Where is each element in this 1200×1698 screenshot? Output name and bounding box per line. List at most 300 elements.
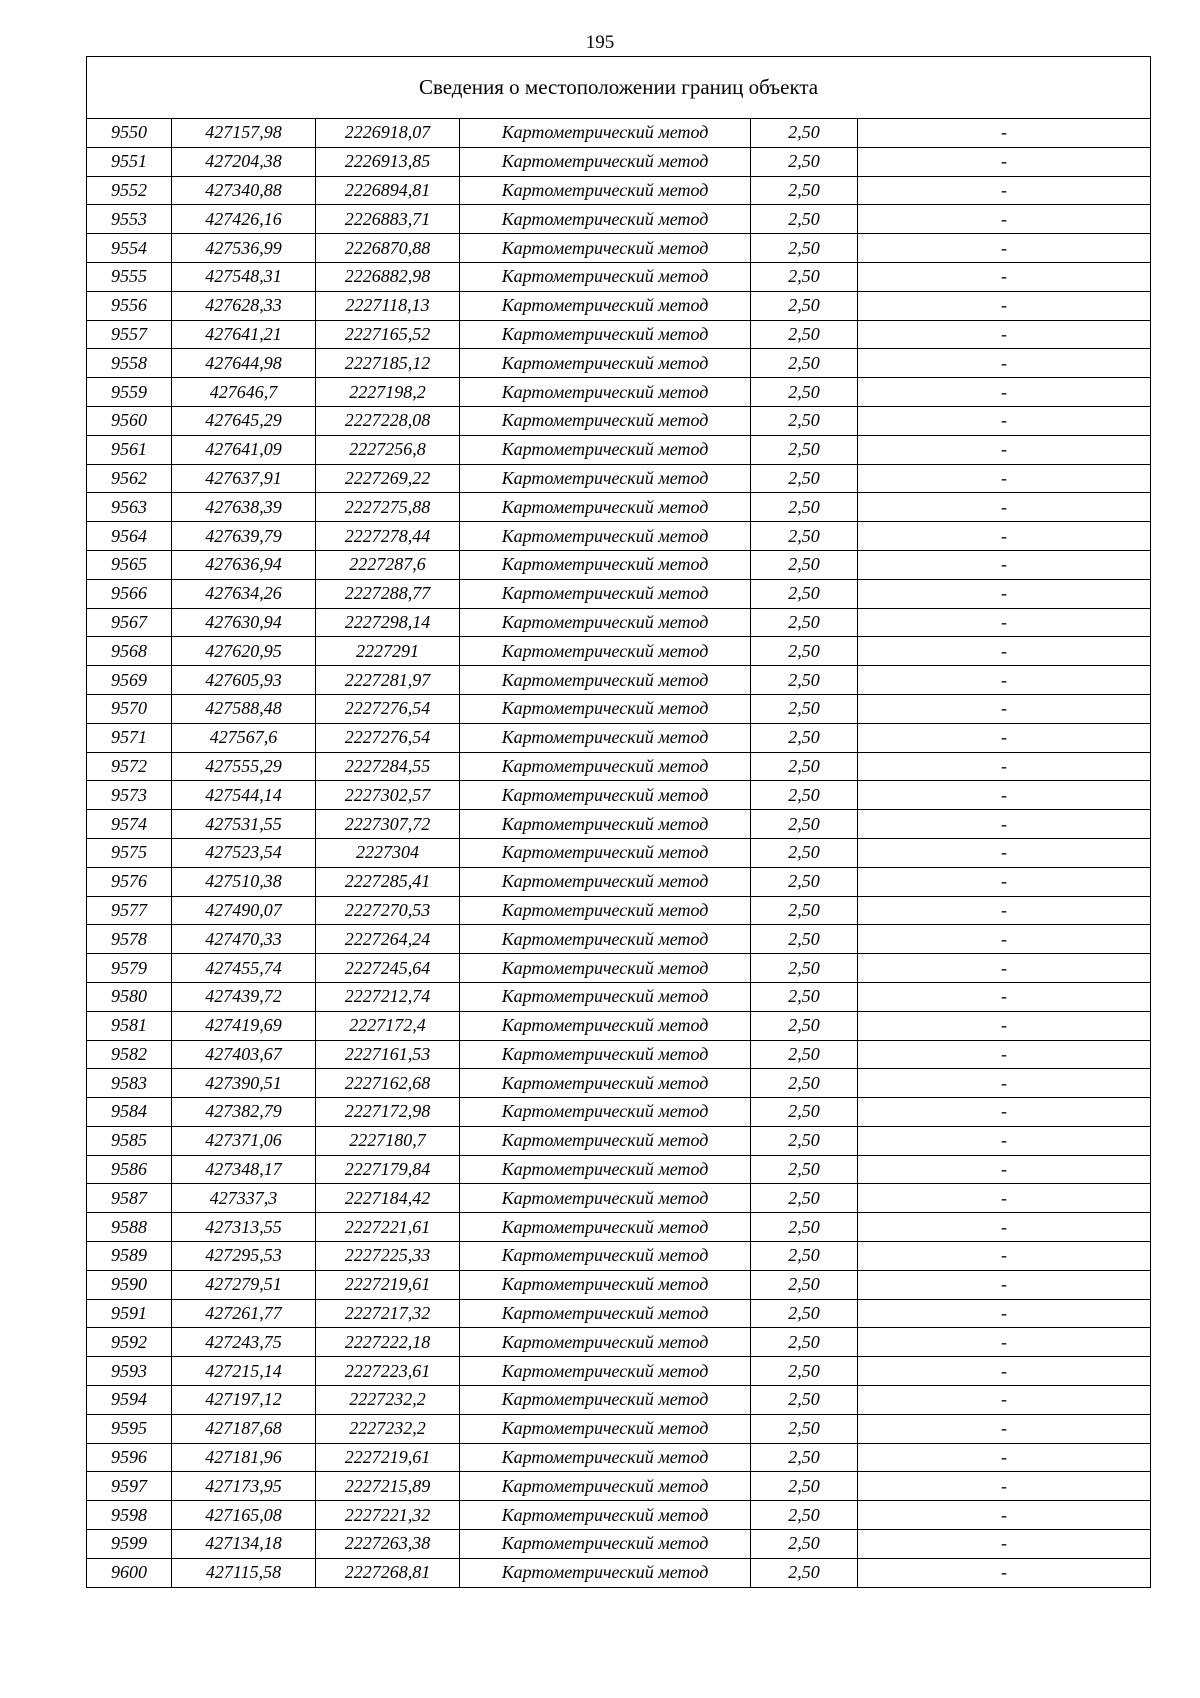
point-number-cell: 9563 [87, 493, 172, 522]
method-cell: Картометрический метод [460, 550, 751, 579]
note-cell: - [858, 781, 1151, 810]
x-coordinate-cell: 427641,09 [172, 435, 316, 464]
y-coordinate-cell: 2227245,64 [316, 954, 460, 983]
x-coordinate-cell: 427548,31 [172, 262, 316, 291]
accuracy-cell: 2,50 [751, 550, 858, 579]
x-coordinate-cell: 427134,18 [172, 1530, 316, 1559]
table-row [87, 752, 1151, 781]
y-coordinate-cell: 2227222,18 [316, 1328, 460, 1357]
note-cell: - [858, 349, 1151, 378]
note-cell: - [858, 493, 1151, 522]
table-row [87, 291, 1151, 320]
x-coordinate-cell: 427637,91 [172, 464, 316, 493]
x-coordinate-cell: 427337,3 [172, 1184, 316, 1213]
y-coordinate-cell: 2227287,6 [316, 550, 460, 579]
accuracy-cell: 2,50 [751, 291, 858, 320]
table-row [87, 119, 1151, 148]
table-row [87, 867, 1151, 896]
y-coordinate-cell: 2227225,33 [316, 1242, 460, 1271]
method-cell: Картометрический метод [460, 579, 751, 608]
method-cell: Картометрический метод [460, 1069, 751, 1098]
note-cell: - [858, 810, 1151, 839]
y-coordinate-cell: 2227212,74 [316, 982, 460, 1011]
x-coordinate-cell: 427544,14 [172, 781, 316, 810]
accuracy-cell: 2,50 [751, 147, 858, 176]
y-coordinate-cell: 2227215,89 [316, 1472, 460, 1501]
x-coordinate-cell: 427115,58 [172, 1558, 316, 1587]
table-row [87, 579, 1151, 608]
accuracy-cell: 2,50 [751, 954, 858, 983]
note-cell: - [858, 694, 1151, 723]
method-cell: Картометрический метод [460, 234, 751, 263]
point-number-cell: 9583 [87, 1069, 172, 1098]
accuracy-cell: 2,50 [751, 982, 858, 1011]
accuracy-cell: 2,50 [751, 1530, 858, 1559]
method-cell: Картометрический метод [460, 867, 751, 896]
point-number-cell: 9584 [87, 1098, 172, 1127]
method-cell: Картометрический метод [460, 147, 751, 176]
point-number-cell: 9597 [87, 1472, 172, 1501]
accuracy-cell: 2,50 [751, 752, 858, 781]
point-number-cell: 9565 [87, 550, 172, 579]
method-cell: Картометрический метод [460, 1501, 751, 1530]
table-row [87, 320, 1151, 349]
method-cell: Картометрический метод [460, 1011, 751, 1040]
note-cell: - [858, 1011, 1151, 1040]
table-row [87, 234, 1151, 263]
y-coordinate-cell: 2227307,72 [316, 810, 460, 839]
accuracy-cell: 2,50 [751, 723, 858, 752]
x-coordinate-cell: 427243,75 [172, 1328, 316, 1357]
point-number-cell: 9556 [87, 291, 172, 320]
method-cell: Картометрический метод [460, 291, 751, 320]
point-number-cell: 9569 [87, 666, 172, 695]
x-coordinate-cell: 427426,16 [172, 205, 316, 234]
table-row [87, 1472, 1151, 1501]
table-row [87, 1501, 1151, 1530]
note-cell: - [858, 838, 1151, 867]
table-row [87, 896, 1151, 925]
accuracy-cell: 2,50 [751, 1472, 858, 1501]
x-coordinate-cell: 427644,98 [172, 349, 316, 378]
y-coordinate-cell: 2227276,54 [316, 694, 460, 723]
note-cell: - [858, 637, 1151, 666]
x-coordinate-cell: 427636,94 [172, 550, 316, 579]
accuracy-cell: 2,50 [751, 1069, 858, 1098]
note-cell: - [858, 550, 1151, 579]
note-cell: - [858, 982, 1151, 1011]
x-coordinate-cell: 427173,95 [172, 1472, 316, 1501]
accuracy-cell: 2,50 [751, 694, 858, 723]
x-coordinate-cell: 427490,07 [172, 896, 316, 925]
point-number-cell: 9599 [87, 1530, 172, 1559]
x-coordinate-cell: 427165,08 [172, 1501, 316, 1530]
table-body [87, 119, 1151, 1588]
accuracy-cell: 2,50 [751, 1299, 858, 1328]
y-coordinate-cell: 2227221,32 [316, 1501, 460, 1530]
accuracy-cell: 2,50 [751, 1213, 858, 1242]
boundary-coordinates-table [86, 56, 1151, 1588]
table-row [87, 838, 1151, 867]
accuracy-cell: 2,50 [751, 1558, 858, 1587]
x-coordinate-cell: 427605,93 [172, 666, 316, 695]
point-number-cell: 9555 [87, 262, 172, 291]
point-number-cell: 9564 [87, 522, 172, 551]
x-coordinate-cell: 427348,17 [172, 1155, 316, 1184]
page-number: 195 [585, 32, 615, 53]
x-coordinate-cell: 427588,48 [172, 694, 316, 723]
y-coordinate-cell: 2227263,38 [316, 1530, 460, 1559]
x-coordinate-cell: 427382,79 [172, 1098, 316, 1127]
method-cell: Картометрический метод [460, 1357, 751, 1386]
point-number-cell: 9575 [87, 838, 172, 867]
method-cell: Картометрический метод [460, 320, 751, 349]
x-coordinate-cell: 427157,98 [172, 119, 316, 148]
note-cell: - [858, 752, 1151, 781]
y-coordinate-cell: 2227219,61 [316, 1270, 460, 1299]
point-number-cell: 9568 [87, 637, 172, 666]
accuracy-cell: 2,50 [751, 1126, 858, 1155]
x-coordinate-cell: 427638,39 [172, 493, 316, 522]
note-cell: - [858, 1299, 1151, 1328]
method-cell: Картометрический метод [460, 1530, 751, 1559]
point-number-cell: 9567 [87, 608, 172, 637]
note-cell: - [858, 1040, 1151, 1069]
y-coordinate-cell: 2227219,61 [316, 1443, 460, 1472]
accuracy-cell: 2,50 [751, 119, 858, 148]
y-coordinate-cell: 2227276,54 [316, 723, 460, 752]
x-coordinate-cell: 427439,72 [172, 982, 316, 1011]
method-cell: Картометрический метод [460, 1472, 751, 1501]
x-coordinate-cell: 427371,06 [172, 1126, 316, 1155]
x-coordinate-cell: 427536,99 [172, 234, 316, 263]
x-coordinate-cell: 427419,69 [172, 1011, 316, 1040]
point-number-cell: 9592 [87, 1328, 172, 1357]
table-row [87, 781, 1151, 810]
table-row [87, 723, 1151, 752]
y-coordinate-cell: 2227270,53 [316, 896, 460, 925]
table-row [87, 1242, 1151, 1271]
method-cell: Картометрический метод [460, 1299, 751, 1328]
point-number-cell: 9570 [87, 694, 172, 723]
x-coordinate-cell: 427181,96 [172, 1443, 316, 1472]
point-number-cell: 9560 [87, 406, 172, 435]
accuracy-cell: 2,50 [751, 608, 858, 637]
note-cell: - [858, 522, 1151, 551]
accuracy-cell: 2,50 [751, 1501, 858, 1530]
note-cell: - [858, 262, 1151, 291]
accuracy-cell: 2,50 [751, 406, 858, 435]
point-number-cell: 9580 [87, 982, 172, 1011]
x-coordinate-cell: 427455,74 [172, 954, 316, 983]
method-cell: Картометрический метод [460, 666, 751, 695]
table-row [87, 406, 1151, 435]
table-row [87, 1213, 1151, 1242]
accuracy-cell: 2,50 [751, 925, 858, 954]
note-cell: - [858, 1098, 1151, 1127]
accuracy-cell: 2,50 [751, 810, 858, 839]
accuracy-cell: 2,50 [751, 781, 858, 810]
x-coordinate-cell: 427295,53 [172, 1242, 316, 1271]
method-cell: Картометрический метод [460, 378, 751, 407]
point-number-cell: 9594 [87, 1386, 172, 1415]
point-number-cell: 9550 [87, 119, 172, 148]
note-cell: - [858, 1328, 1151, 1357]
point-number-cell: 9593 [87, 1357, 172, 1386]
method-cell: Картометрический метод [460, 1213, 751, 1242]
point-number-cell: 9585 [87, 1126, 172, 1155]
table-row [87, 1558, 1151, 1587]
point-number-cell: 9554 [87, 234, 172, 263]
accuracy-cell: 2,50 [751, 1328, 858, 1357]
note-cell: - [858, 464, 1151, 493]
y-coordinate-cell: 2227217,32 [316, 1299, 460, 1328]
accuracy-cell: 2,50 [751, 493, 858, 522]
note-cell: - [858, 608, 1151, 637]
x-coordinate-cell: 427197,12 [172, 1386, 316, 1415]
method-cell: Картометрический метод [460, 896, 751, 925]
y-coordinate-cell: 2227291 [316, 637, 460, 666]
method-cell: Картометрический метод [460, 1155, 751, 1184]
accuracy-cell: 2,50 [751, 1011, 858, 1040]
table-row [87, 1299, 1151, 1328]
x-coordinate-cell: 427523,54 [172, 838, 316, 867]
x-coordinate-cell: 427567,6 [172, 723, 316, 752]
x-coordinate-cell: 427261,77 [172, 1299, 316, 1328]
accuracy-cell: 2,50 [751, 867, 858, 896]
accuracy-cell: 2,50 [751, 1270, 858, 1299]
table-row [87, 176, 1151, 205]
note-cell: - [858, 205, 1151, 234]
table-row [87, 982, 1151, 1011]
point-number-cell: 9571 [87, 723, 172, 752]
y-coordinate-cell: 2226894,81 [316, 176, 460, 205]
method-cell: Картометрический метод [460, 205, 751, 234]
point-number-cell: 9598 [87, 1501, 172, 1530]
table-row [87, 925, 1151, 954]
table-row [87, 1386, 1151, 1415]
x-coordinate-cell: 427390,51 [172, 1069, 316, 1098]
table-row [87, 1530, 1151, 1559]
point-number-cell: 9589 [87, 1242, 172, 1271]
x-coordinate-cell: 427620,95 [172, 637, 316, 666]
table-row [87, 435, 1151, 464]
method-cell: Картометрический метод [460, 1443, 751, 1472]
y-coordinate-cell: 2227118,13 [316, 291, 460, 320]
y-coordinate-cell: 2227185,12 [316, 349, 460, 378]
table-row [87, 1443, 1151, 1472]
y-coordinate-cell: 2227165,52 [316, 320, 460, 349]
point-number-cell: 9566 [87, 579, 172, 608]
x-coordinate-cell: 427634,26 [172, 579, 316, 608]
method-cell: Картометрический метод [460, 176, 751, 205]
note-cell: - [858, 579, 1151, 608]
x-coordinate-cell: 427646,7 [172, 378, 316, 407]
note-cell: - [858, 1069, 1151, 1098]
y-coordinate-cell: 2226882,98 [316, 262, 460, 291]
note-cell: - [858, 1558, 1151, 1587]
note-cell: - [858, 666, 1151, 695]
method-cell: Картометрический метод [460, 1040, 751, 1069]
accuracy-cell: 2,50 [751, 1098, 858, 1127]
x-coordinate-cell: 427531,55 [172, 810, 316, 839]
table-row [87, 1011, 1151, 1040]
table-title-row [87, 57, 1151, 119]
note-cell: - [858, 234, 1151, 263]
table-title: Сведения о местоположении границ объекта [87, 57, 1151, 119]
note-cell: - [858, 291, 1151, 320]
method-cell: Картометрический метод [460, 637, 751, 666]
table-row [87, 522, 1151, 551]
y-coordinate-cell: 2227298,14 [316, 608, 460, 637]
point-number-cell: 9587 [87, 1184, 172, 1213]
x-coordinate-cell: 427641,21 [172, 320, 316, 349]
method-cell: Картометрический метод [460, 1328, 751, 1357]
note-cell: - [858, 1472, 1151, 1501]
point-number-cell: 9590 [87, 1270, 172, 1299]
boundary-table-sheet [86, 56, 1150, 1588]
x-coordinate-cell: 427630,94 [172, 608, 316, 637]
y-coordinate-cell: 2227281,97 [316, 666, 460, 695]
method-cell: Картометрический метод [460, 1184, 751, 1213]
method-cell: Картометрический метод [460, 982, 751, 1011]
note-cell: - [858, 1357, 1151, 1386]
y-coordinate-cell: 2227228,08 [316, 406, 460, 435]
accuracy-cell: 2,50 [751, 1242, 858, 1271]
table-row [87, 349, 1151, 378]
accuracy-cell: 2,50 [751, 1443, 858, 1472]
y-coordinate-cell: 2226913,85 [316, 147, 460, 176]
method-cell: Картометрический метод [460, 723, 751, 752]
x-coordinate-cell: 427204,38 [172, 147, 316, 176]
note-cell: - [858, 1530, 1151, 1559]
note-cell: - [858, 320, 1151, 349]
method-cell: Картометрический метод [460, 838, 751, 867]
point-number-cell: 9586 [87, 1155, 172, 1184]
table-row [87, 1357, 1151, 1386]
note-cell: - [858, 1443, 1151, 1472]
y-coordinate-cell: 2227269,22 [316, 464, 460, 493]
point-number-cell: 9572 [87, 752, 172, 781]
x-coordinate-cell: 427645,29 [172, 406, 316, 435]
table-row [87, 608, 1151, 637]
accuracy-cell: 2,50 [751, 579, 858, 608]
table-row [87, 954, 1151, 983]
x-coordinate-cell: 427187,68 [172, 1414, 316, 1443]
y-coordinate-cell: 2226870,88 [316, 234, 460, 263]
x-coordinate-cell: 427510,38 [172, 867, 316, 896]
note-cell: - [858, 867, 1151, 896]
point-number-cell: 9596 [87, 1443, 172, 1472]
y-coordinate-cell: 2227232,2 [316, 1386, 460, 1415]
note-cell: - [858, 435, 1151, 464]
table-row [87, 1155, 1151, 1184]
note-cell: - [858, 1242, 1151, 1271]
y-coordinate-cell: 2227302,57 [316, 781, 460, 810]
accuracy-cell: 2,50 [751, 349, 858, 378]
table-row [87, 694, 1151, 723]
y-coordinate-cell: 2227221,61 [316, 1213, 460, 1242]
method-cell: Картометрический метод [460, 1414, 751, 1443]
accuracy-cell: 2,50 [751, 378, 858, 407]
method-cell: Картометрический метод [460, 262, 751, 291]
accuracy-cell: 2,50 [751, 637, 858, 666]
method-cell: Картометрический метод [460, 925, 751, 954]
y-coordinate-cell: 2227161,53 [316, 1040, 460, 1069]
accuracy-cell: 2,50 [751, 464, 858, 493]
note-cell: - [858, 176, 1151, 205]
table-row [87, 262, 1151, 291]
point-number-cell: 9574 [87, 810, 172, 839]
point-number-cell: 9562 [87, 464, 172, 493]
y-coordinate-cell: 2227172,98 [316, 1098, 460, 1127]
accuracy-cell: 2,50 [751, 320, 858, 349]
point-number-cell: 9553 [87, 205, 172, 234]
point-number-cell: 9552 [87, 176, 172, 205]
accuracy-cell: 2,50 [751, 262, 858, 291]
method-cell: Картометрический метод [460, 1270, 751, 1299]
y-coordinate-cell: 2227264,24 [316, 925, 460, 954]
method-cell: Картометрический метод [460, 349, 751, 378]
x-coordinate-cell: 427279,51 [172, 1270, 316, 1299]
note-cell: - [858, 406, 1151, 435]
method-cell: Картометрический метод [460, 522, 751, 551]
point-number-cell: 9573 [87, 781, 172, 810]
accuracy-cell: 2,50 [751, 1357, 858, 1386]
point-number-cell: 9551 [87, 147, 172, 176]
accuracy-cell: 2,50 [751, 896, 858, 925]
y-coordinate-cell: 2227285,41 [316, 867, 460, 896]
accuracy-cell: 2,50 [751, 176, 858, 205]
y-coordinate-cell: 2227284,55 [316, 752, 460, 781]
method-cell: Картометрический метод [460, 119, 751, 148]
x-coordinate-cell: 427639,79 [172, 522, 316, 551]
accuracy-cell: 2,50 [751, 666, 858, 695]
note-cell: - [858, 1501, 1151, 1530]
point-number-cell: 9595 [87, 1414, 172, 1443]
note-cell: - [858, 147, 1151, 176]
method-cell: Картометрический метод [460, 752, 751, 781]
note-cell: - [858, 1386, 1151, 1415]
method-cell: Картометрический метод [460, 1558, 751, 1587]
table-row [87, 205, 1151, 234]
y-coordinate-cell: 2227304 [316, 838, 460, 867]
point-number-cell: 9579 [87, 954, 172, 983]
point-number-cell: 9558 [87, 349, 172, 378]
y-coordinate-cell: 2227223,61 [316, 1357, 460, 1386]
y-coordinate-cell: 2227256,8 [316, 435, 460, 464]
table-row [87, 810, 1151, 839]
note-cell: - [858, 1270, 1151, 1299]
note-cell: - [858, 119, 1151, 148]
y-coordinate-cell: 2227275,88 [316, 493, 460, 522]
method-cell: Картометрический метод [460, 694, 751, 723]
table-row [87, 147, 1151, 176]
table-row [87, 550, 1151, 579]
method-cell: Картометрический метод [460, 1098, 751, 1127]
note-cell: - [858, 896, 1151, 925]
x-coordinate-cell: 427403,67 [172, 1040, 316, 1069]
point-number-cell: 9578 [87, 925, 172, 954]
point-number-cell: 9561 [87, 435, 172, 464]
y-coordinate-cell: 2227180,7 [316, 1126, 460, 1155]
point-number-cell: 9557 [87, 320, 172, 349]
y-coordinate-cell: 2227278,44 [316, 522, 460, 551]
note-cell: - [858, 1184, 1151, 1213]
y-coordinate-cell: 2227172,4 [316, 1011, 460, 1040]
method-cell: Картометрический метод [460, 608, 751, 637]
accuracy-cell: 2,50 [751, 1184, 858, 1213]
